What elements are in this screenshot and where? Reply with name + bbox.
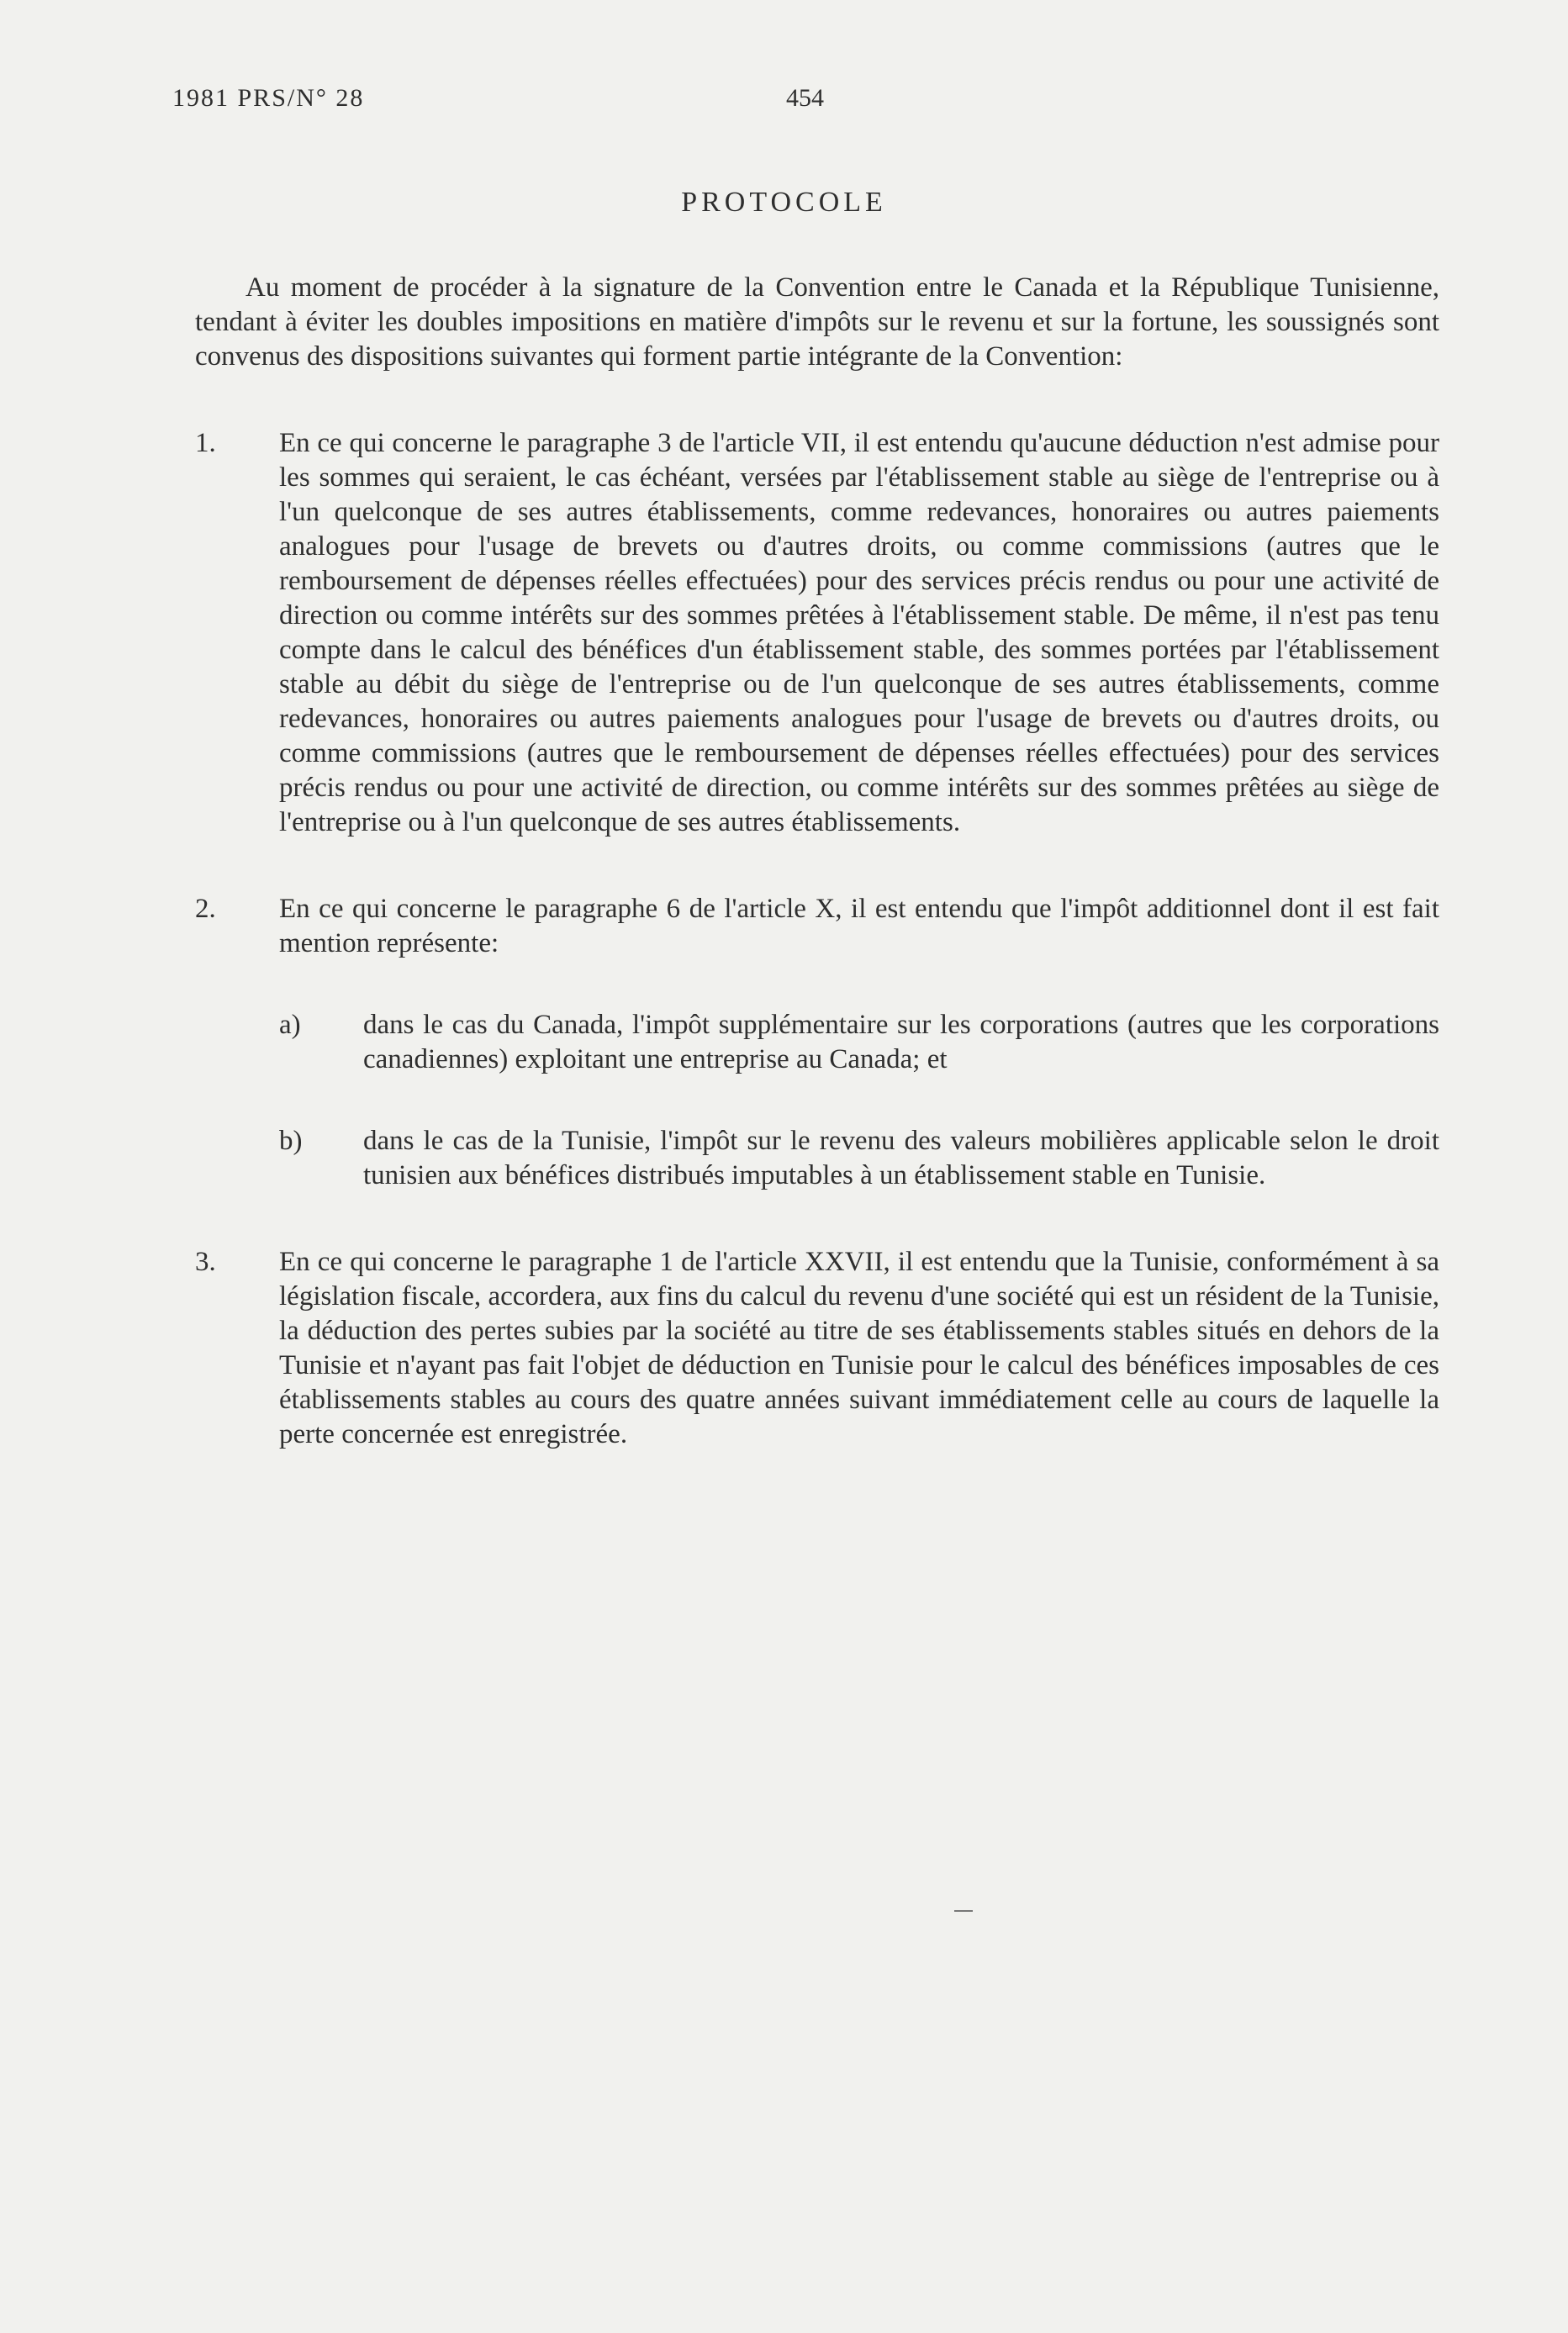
item-text: En ce qui concerne le paragraphe 3 de l'article VII, il est entendu qu'aucune déduction n'est admise pour les sommes qui seraient, le cas échéant, versées par l'établissement stable au siège de l'entreprise ou à l'un quelconque de ses autres établissements, comme redevances, honoraires ou autres paiements analogues pour l'usage de brevets ou d'autres droits, ou comme commissions (autres que le remboursement de dépenses réelles effectuées) pour des services précis rendus ou pour une activité de direction ou comme intérêts sur des sommes prêtées à l'établissement stable. De même, il n'est pas tenu compte dans le calcul des bénéfices d'un établissement stable, des sommes portées par l'établissement stable au débit du siège de l'entreprise ou de l'un quelconque de ses autres établissements, comme redevances, honoraires ou autres paiements analogues pour l'usage de brevets ou d'autres droits, ou comme commissions (autres que le remboursement de dépenses réelles effectuées) pour des services précis rendus ou pour une activité de direction, ou comme intérêts sur des sommes prêtées au siège de l'entreprise ou à l'un quelconque de ses autres établissements. [279, 428, 1439, 837]
sub-item [195, 1124, 1439, 1193]
sub-item [195, 1008, 1439, 1077]
sub-item-letter: b) [279, 1126, 303, 1156]
item-text: En ce qui concerne le paragraphe 1 de l'article XXVII, il est entendu que la Tunisie, conformément à sa législation fiscale, accordera, aux fins du calcul du revenu d'une société qui est un résident de la Tunisie, la déduction des pertes subies par la société au titre de ses établissements stables situés en dehors de la Tunisie et n'ayant pas fait l'objet de déduction en Tunisie pour le calcul des bénéfices imposables de ces établissements stables au cours des quatre années suivant immédiatement celle au cours de laquelle la perte concernée est enregistrée. [279, 1247, 1439, 1449]
item-number: 1. [195, 428, 216, 458]
intro-paragraph: Au moment de procéder à la signature de la Convention entre le Canada et la République Tunisienne, tendant à éviter les doubles impositions en matière d'impôts sur le revenu et sur la fortune, les soussignés sont convenus des dispositions suivantes qui forment partie intégrante de la Convention: [195, 272, 1439, 372]
closing-dash-divider [954, 1910, 973, 1912]
page-title: PROTOCOLE [681, 187, 887, 218]
sub-item-text: dans le cas de la Tunisie, l'impôt sur le revenu des valeurs mobilières applicable selon le droit tunisien aux bénéfices distribués imputables à un établissement stable en Tunisie. [363, 1126, 1439, 1190]
article-item [195, 892, 1439, 961]
article-item [195, 1245, 1439, 1452]
sub-item-text: dans le cas du Canada, l'impôt supplémentaire sur les corporations (autres que les corporations canadiennes) exploitant une entreprise au Canada; et [363, 1010, 1439, 1074]
item-text: En ce qui concerne le paragraphe 6 de l'article X, il est entendu que l'impôt additionnel dont il est fait mention représente: [279, 894, 1439, 958]
document-body [195, 271, 1439, 1452]
article-item [195, 426, 1439, 840]
item-number: 2. [195, 894, 216, 924]
page-number: 454 [786, 84, 824, 112]
item-number: 3. [195, 1247, 216, 1277]
header-reference: 1981 PRS/N° 28 [172, 84, 365, 112]
sub-item-letter: a) [279, 1010, 301, 1040]
